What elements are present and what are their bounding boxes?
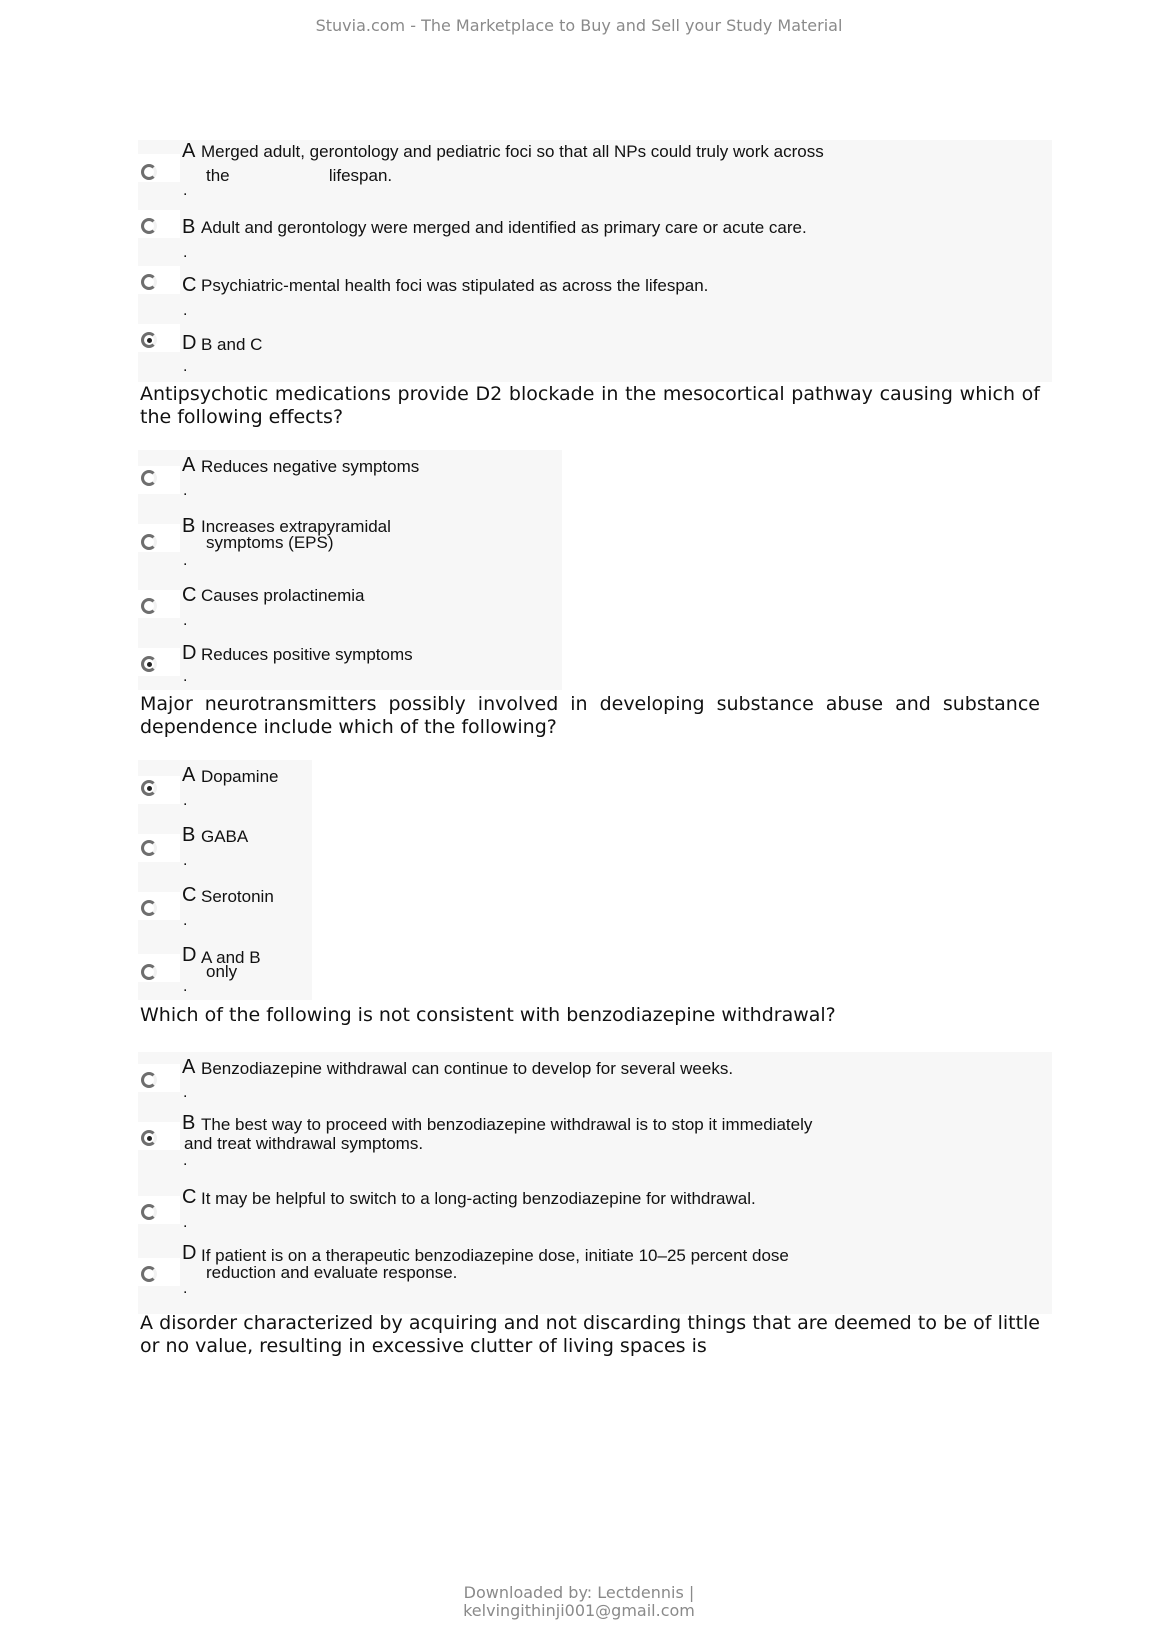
q3-options <box>138 760 312 1000</box>
option-letter: C <box>182 274 197 296</box>
q4-option-a[interactable] <box>138 1052 1052 1110</box>
option-dot: . <box>183 182 188 199</box>
footer-email: kelvingithinji001@gmail.com <box>463 1601 695 1620</box>
option-text: A and B <box>201 948 261 967</box>
option-text: Merged adult, gerontology and pediatric foci so that all NPs could truly work across <box>201 142 824 161</box>
q4-option-d[interactable] <box>138 1240 1052 1310</box>
option-text: Reduces positive symptoms <box>201 645 413 664</box>
option-letter: A <box>182 454 196 476</box>
option-text: Increases extrapyramidal <box>201 517 391 536</box>
radio-button[interactable] <box>141 1266 157 1282</box>
option-text-line2: only <box>206 962 238 981</box>
option-text-line2: the lifespan. <box>206 166 393 185</box>
q4-option-c[interactable] <box>138 1182 1052 1240</box>
option-letter: A <box>182 764 196 786</box>
option-letter: B <box>182 1112 196 1134</box>
option-text: Dopamine <box>201 767 279 786</box>
option-dot: . <box>183 1280 188 1297</box>
q1-option-a[interactable] <box>138 140 1052 202</box>
radio-button[interactable] <box>141 964 157 980</box>
radio-button-selected[interactable] <box>141 1130 157 1146</box>
option-text: Reduces negative symptoms <box>201 457 420 476</box>
option-text: The best way to proceed with benzodiazepine withdrawal is to stop it immediately <box>201 1115 813 1134</box>
radio-button[interactable] <box>141 1072 157 1088</box>
radio-button[interactable] <box>141 534 157 550</box>
page-header: Stuvia.com - The Marketplace to Buy and Sell your Study Material <box>315 16 843 35</box>
radio-button[interactable] <box>141 164 157 180</box>
option-letter: B <box>182 824 196 846</box>
option-text: GABA <box>201 827 249 846</box>
option-letter: B <box>182 515 196 537</box>
question-4: Which of the following is not consistent with benzodiazepine withdrawal? <box>140 1004 836 1026</box>
option-dot: . <box>183 978 188 995</box>
option-text: If patient is on a therapeutic benzodiazepine dose, initiate 10–25 percent dose <box>201 1246 789 1265</box>
q1-option-d[interactable] <box>138 322 1052 382</box>
q1-options <box>138 140 1052 382</box>
q2-option-d[interactable] <box>138 638 562 698</box>
option-dot: . <box>183 852 188 869</box>
q1-option-b[interactable] <box>138 202 1052 262</box>
question-3: Major neurotransmitters possibly involved in developing substance abuse and substance dependence include which of the following? <box>140 693 1040 738</box>
q4-option-b[interactable] <box>138 1110 1052 1182</box>
option-letter: C <box>182 584 197 606</box>
option-dot: . <box>183 358 188 375</box>
q3-option-a[interactable] <box>138 760 312 820</box>
option-dot: . <box>183 1214 188 1231</box>
q2-option-c[interactable] <box>138 578 562 638</box>
option-text: Psychiatric-mental health foci was stipulated as across the lifespan. <box>201 276 709 295</box>
option-dot: . <box>183 244 188 261</box>
radio-button[interactable] <box>141 470 157 486</box>
q2-options <box>138 450 562 690</box>
radio-button-selected[interactable] <box>141 332 157 348</box>
option-text-line2: and treat withdrawal symptoms. <box>184 1134 424 1153</box>
radio-button-selected[interactable] <box>141 780 157 796</box>
option-dot: . <box>183 612 188 629</box>
option-letter: A <box>182 140 196 162</box>
option-dot: . <box>183 1084 188 1101</box>
option-dot: . <box>183 792 188 809</box>
q3-option-c[interactable] <box>138 880 312 940</box>
question-2: Antipsychotic medications provide D2 blockade in the mesocortical pathway causing which of the following effects? <box>140 383 1040 428</box>
option-letter: A <box>182 1056 196 1078</box>
option-text: Serotonin <box>201 887 274 906</box>
option-letter: D <box>182 642 197 664</box>
radio-button[interactable] <box>141 840 157 856</box>
q3-option-b[interactable] <box>138 820 312 880</box>
q3-option-d[interactable] <box>138 940 312 1000</box>
option-dot: . <box>183 668 188 685</box>
q4-options <box>138 1052 1052 1314</box>
option-dot: . <box>183 482 188 499</box>
q2-option-b[interactable] <box>138 510 562 578</box>
option-dot: . <box>183 552 188 569</box>
page-footer <box>0 1584 1158 1620</box>
option-text: Adult and gerontology were merged and identified as primary care or acute care. <box>201 218 807 237</box>
option-text-line2: symptoms (EPS) <box>206 533 334 552</box>
option-letter: D <box>182 332 197 354</box>
option-letter: B <box>182 216 196 238</box>
option-letter: C <box>182 884 197 906</box>
radio-button[interactable] <box>141 274 157 290</box>
option-letter: D <box>182 1242 197 1264</box>
radio-button[interactable] <box>141 900 157 916</box>
radio-button[interactable] <box>141 598 157 614</box>
option-letter: D <box>182 944 197 966</box>
option-text: Benzodiazepine withdrawal can continue to develop for several weeks. <box>201 1059 734 1078</box>
option-text: Causes prolactinemia <box>201 586 365 605</box>
option-dot: . <box>183 1152 188 1169</box>
option-text: B and C <box>201 335 263 354</box>
radio-button[interactable] <box>141 1204 157 1220</box>
option-dot: . <box>183 302 188 319</box>
option-letter: C <box>182 1186 197 1208</box>
radio-button-selected[interactable] <box>141 656 157 672</box>
question-5: A disorder characterized by acquiring and not discarding things that are deemed to be of little or no value, resulting in excessive clutter of living spaces is <box>140 1312 1040 1357</box>
radio-button[interactable] <box>141 218 157 234</box>
option-dot: . <box>183 912 188 929</box>
q2-option-a[interactable] <box>138 450 562 510</box>
footer-downloaded-by: Downloaded by: Lectdennis | <box>463 1583 695 1602</box>
option-text: It may be helpful to switch to a long-acting benzodiazepine for withdrawal. <box>201 1189 756 1208</box>
q1-option-c[interactable] <box>138 262 1052 322</box>
option-text-line2: reduction and evaluate response. <box>206 1263 458 1282</box>
